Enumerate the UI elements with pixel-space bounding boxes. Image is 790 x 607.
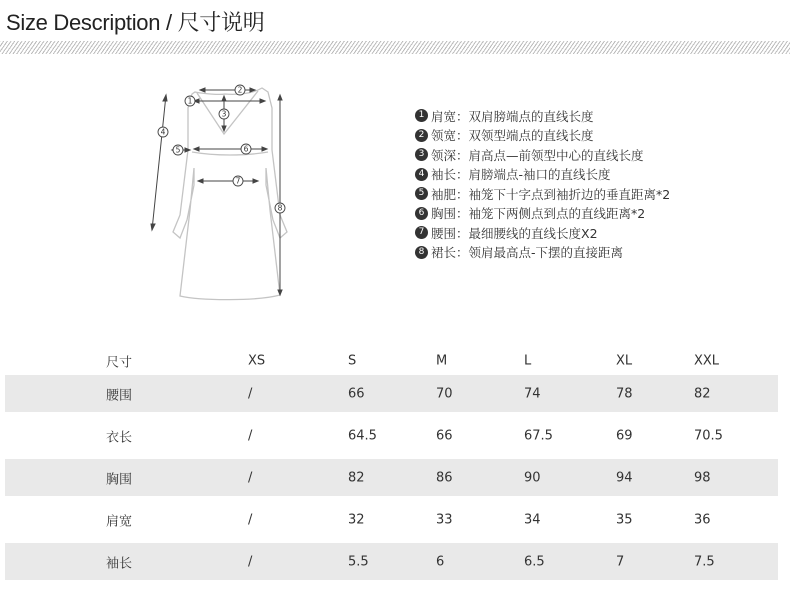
- table-cell: 82: [348, 470, 365, 485]
- marker-7: [233, 176, 243, 186]
- legend-number: 5: [415, 187, 428, 200]
- legend-item: [415, 223, 670, 243]
- table-cell: 70: [436, 386, 453, 401]
- legend-text: 袖肥：袖笼下十字点到袖折边的垂直距离*2: [431, 186, 671, 202]
- dress-outline: [173, 85, 287, 300]
- header-cell: 尺寸: [106, 355, 133, 371]
- marker-8: [275, 203, 285, 213]
- legend-item: [415, 204, 670, 224]
- legend-number: 2: [415, 129, 428, 142]
- marker-1: [185, 96, 195, 106]
- svg-text:5: 5: [175, 145, 181, 155]
- table-cell: /: [248, 554, 253, 569]
- table-cell: 6: [436, 554, 445, 569]
- table-cell: 86: [436, 470, 453, 485]
- header-cell: XS: [248, 353, 266, 369]
- svg-text:2: 2: [237, 85, 243, 95]
- table-cell: 7: [616, 554, 625, 569]
- legend-number: 7: [415, 226, 428, 239]
- table-cell: /: [248, 428, 253, 443]
- marker-4: [158, 127, 168, 137]
- table-cell: 67.5: [524, 428, 553, 443]
- table-cell: 66: [436, 428, 453, 443]
- svg-text:6: 6: [243, 144, 249, 154]
- table-cell: 78: [616, 386, 633, 401]
- table-header-row: [5, 347, 778, 375]
- table-cell: 66: [348, 386, 365, 401]
- table-cell: /: [248, 512, 253, 527]
- legend-number: 4: [415, 168, 428, 181]
- measurement-legend: [415, 106, 670, 262]
- header-cell: XL: [616, 353, 633, 369]
- legend-text: 腰围：最细腰线的直线长度X2: [431, 225, 598, 241]
- table-row: [5, 543, 778, 580]
- table-cell: 肩宽: [106, 514, 133, 529]
- table-cell: 94: [616, 470, 633, 485]
- table-row: [5, 375, 778, 412]
- table-cell: 33: [436, 512, 453, 527]
- table-cell: /: [248, 386, 253, 401]
- svg-text:7: 7: [235, 176, 241, 186]
- table-cell: /: [248, 470, 253, 485]
- table-cell: 35: [616, 512, 633, 527]
- legend-text: 裙长：领肩最高点-下摆的直接距离: [431, 245, 624, 261]
- table-row: [5, 459, 778, 496]
- table-cell: 82: [694, 386, 711, 401]
- dress-waistline: [192, 152, 268, 155]
- table-cell: 衣长: [106, 430, 133, 445]
- table-cell: 7.5: [694, 554, 715, 569]
- svg-text:3: 3: [221, 109, 227, 119]
- table-cell: 64.5: [348, 428, 377, 443]
- header-cell: L: [524, 353, 532, 369]
- legend-item: [415, 184, 670, 204]
- table-row: [5, 417, 778, 454]
- table-cell: 90: [524, 470, 541, 485]
- svg-text:8: 8: [277, 203, 283, 213]
- legend-item: [415, 243, 670, 263]
- legend-text: 领宽：双领型端点的直线长度: [431, 128, 594, 144]
- legend-item: [415, 106, 670, 126]
- marker-2: [235, 85, 245, 95]
- header-cell: S: [348, 353, 357, 369]
- svg-text:1: 1: [187, 96, 193, 106]
- legend-text: 袖长：肩膀端点-袖口的直线长度: [431, 167, 611, 183]
- marker-6: [241, 144, 251, 154]
- header-cell: XXL: [694, 353, 720, 369]
- table-cell: 70.5: [694, 428, 723, 443]
- table-cell: 36: [694, 512, 711, 527]
- table-cell: 98: [694, 470, 711, 485]
- marker-3: [219, 109, 229, 119]
- legend-number: 3: [415, 148, 428, 161]
- table-cell: 袖长: [106, 556, 133, 571]
- table-cell: 34: [524, 512, 541, 527]
- table-cell: 6.5: [524, 554, 545, 569]
- table-cell: 32: [348, 512, 365, 527]
- legend-text: 肩宽：双肩膀端点的直线长度: [431, 108, 594, 124]
- header-cell: M: [436, 353, 448, 369]
- table-cell: 69: [616, 428, 633, 443]
- table-cell: 腰围: [106, 388, 133, 403]
- page-title: Size Description / 尺寸说明: [6, 10, 265, 35]
- legend-item: [415, 126, 670, 146]
- table-cell: 5.5: [348, 554, 369, 569]
- dress-measurement-diagram: [140, 70, 310, 310]
- size-table: [5, 347, 778, 585]
- hatched-divider: [0, 41, 790, 54]
- svg-text:4: 4: [160, 127, 166, 137]
- table-row: [5, 501, 778, 538]
- legend-item: [415, 165, 670, 185]
- table-cell: 74: [524, 386, 541, 401]
- marker-5: [173, 145, 183, 155]
- legend-number: 1: [415, 109, 428, 122]
- legend-number: 8: [415, 246, 428, 259]
- legend-text: 领深：肩高点—前领型中心的直线长度: [431, 147, 644, 163]
- legend-item: [415, 145, 670, 165]
- legend-number: 6: [415, 207, 428, 220]
- table-cell: 胸围: [106, 472, 133, 487]
- legend-text: 胸围：袖笼下两侧点到点的直线距离*2: [431, 206, 646, 222]
